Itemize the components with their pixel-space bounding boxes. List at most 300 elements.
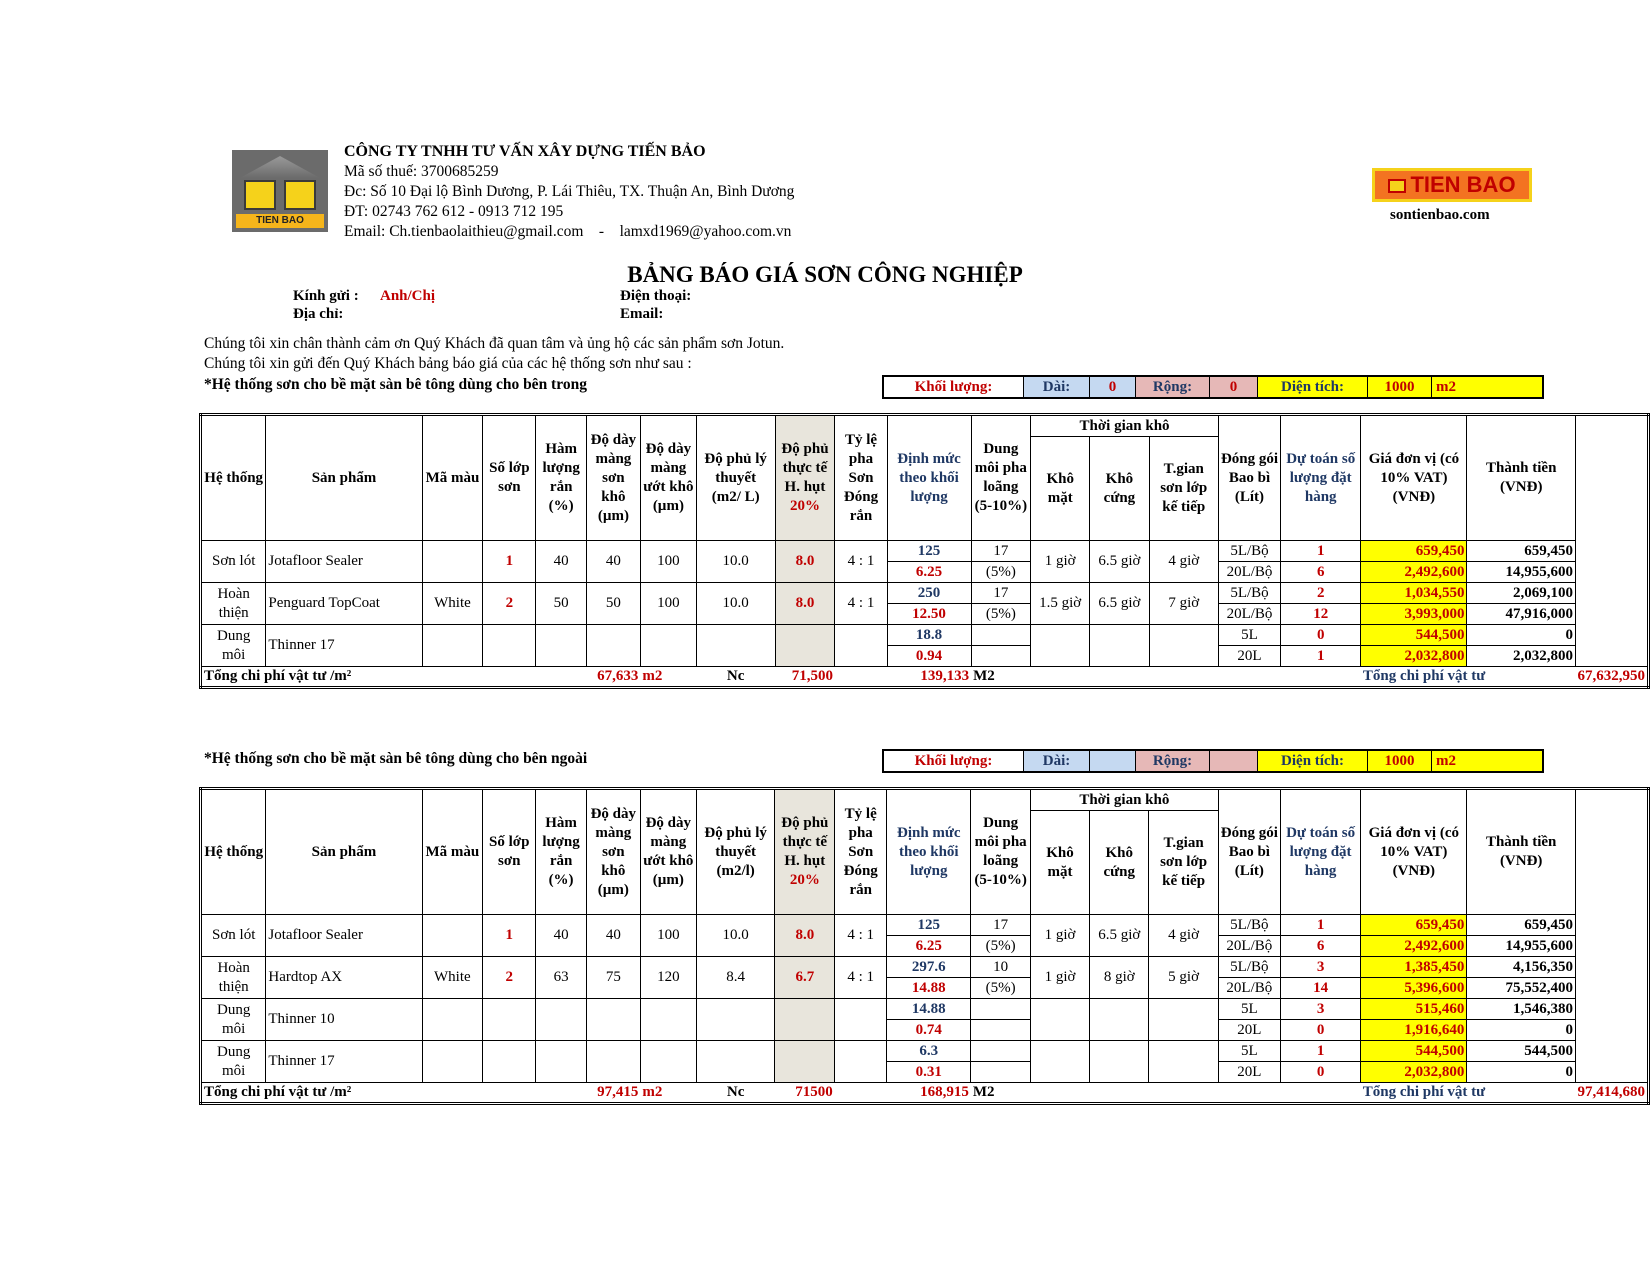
- column-header: Giá đơn vị (có 10% VAT) (VNĐ): [1361, 415, 1467, 541]
- practical-coverage-cell: 8.0: [775, 541, 835, 583]
- rong-label: Rộng:: [1136, 751, 1210, 771]
- thinner-cell: (5%): [971, 936, 1031, 957]
- quantity-cell: 3: [1280, 957, 1360, 978]
- quantity-cell: 6: [1281, 562, 1361, 583]
- product-cell: Jotafloor Sealer: [266, 541, 422, 583]
- theoretical-coverage-cell: 10.0: [696, 583, 775, 625]
- total-label: Tổng chi phí vật tư /m²: [201, 1083, 536, 1104]
- kinh-gui-value: Anh/Chị: [380, 288, 436, 304]
- thinner-cell: [971, 1062, 1031, 1083]
- column-header: [887, 789, 971, 915]
- grand-total-value: 67,632,950: [1576, 667, 1649, 688]
- rong-label: Rộng:: [1136, 377, 1210, 397]
- packing-cell: 5L: [1218, 999, 1280, 1020]
- column-header-label: Mã màu: [425, 843, 480, 860]
- column-header: T.gian sơn lớp kế tiếp: [1149, 437, 1218, 541]
- total-label: Tổng chi phí vật tư /m²: [201, 667, 536, 688]
- norm-cell: 14.88: [887, 978, 971, 999]
- color-cell: [422, 625, 483, 667]
- he-thong-cell: Dung môi: [201, 999, 266, 1041]
- wft-cell: [640, 1041, 696, 1083]
- section1-quantity-bar: [882, 375, 1544, 399]
- dft-cell: 75: [586, 957, 640, 999]
- column-header: [696, 415, 775, 541]
- column-header: Thời gian khô: [1030, 789, 1218, 811]
- column-header: Đóng gói Bao bì (Lít): [1218, 415, 1280, 541]
- column-header-label: Độ phủ thực tế H. hụt: [781, 815, 829, 869]
- dien-tich-unit: m2: [1432, 751, 1542, 771]
- table-row: [201, 957, 1649, 978]
- column-header-label: Hệ thống: [204, 469, 264, 486]
- dai-label: Dài:: [1024, 377, 1090, 397]
- dft-cell: 50: [586, 583, 640, 625]
- column-header: [483, 415, 536, 541]
- packing-cell: 5L/Bộ: [1218, 915, 1280, 936]
- norm-cell: 0.31: [887, 1062, 971, 1083]
- total-sum: 168,915: [835, 1083, 971, 1104]
- dai-value: 0: [1090, 377, 1136, 397]
- sum-unit: M2: [971, 667, 1031, 688]
- dft-cell: 40: [586, 915, 640, 957]
- color-cell: [422, 1041, 483, 1083]
- touch-dry-cell: 1 giờ: [1030, 915, 1089, 957]
- quantity-cell: 1: [1281, 541, 1361, 562]
- amount-cell: 0: [1467, 625, 1576, 646]
- solids-cell: [536, 1041, 586, 1083]
- column-header: [696, 789, 775, 915]
- column-header-label: Độ dày màng ướt khô (µm): [643, 441, 694, 514]
- column-header-label: Dung môi pha loãng (5-10%): [974, 441, 1028, 514]
- column-header: [640, 789, 696, 915]
- touch-dry-cell: [1031, 625, 1090, 667]
- unit-price-cell: 3,993,000: [1361, 604, 1467, 625]
- theoretical-coverage-cell: [696, 1041, 775, 1083]
- column-header: [971, 415, 1031, 541]
- column-header: [586, 415, 640, 541]
- amount-cell: 659,450: [1467, 541, 1576, 562]
- dien-tich-value: 1000: [1368, 751, 1432, 771]
- quantity-cell: 0: [1280, 1020, 1360, 1041]
- product-cell: Thinner 17: [266, 625, 422, 667]
- amount-cell: 0: [1467, 1062, 1576, 1083]
- unit-price-cell: 544,500: [1361, 1041, 1467, 1062]
- thinner-cell: 17: [971, 541, 1031, 562]
- spacer-cell: [1031, 667, 1361, 688]
- column-header: [640, 415, 696, 541]
- section2-title: *Hệ thống sơn cho bề mặt sàn bê tông dùng cho bên ngoài: [204, 750, 588, 767]
- thinner-cell: 10: [971, 957, 1031, 978]
- website: sontienbao.com: [1390, 207, 1490, 223]
- total-row: [201, 1083, 1649, 1104]
- column-header: Khô cứng: [1090, 811, 1149, 915]
- solids-cell: 40: [536, 915, 586, 957]
- packing-cell: 5L: [1218, 625, 1280, 646]
- amount-cell: 47,916,000: [1467, 604, 1576, 625]
- unit-price-cell: 1,916,640: [1361, 1020, 1467, 1041]
- nc-value: 71,500: [775, 667, 835, 688]
- intro-line: Chúng tôi xin chân thành cảm ơn Quý Khách đã quan tâm và ủng hộ các sản phẩm sơn Jotun.: [204, 335, 785, 352]
- column-header: Đóng gói Bao bì (Lít): [1218, 789, 1280, 915]
- nc-label: Nc: [696, 1083, 775, 1104]
- amount-cell: 14,955,600: [1467, 936, 1576, 957]
- norm-cell: 0.94: [887, 646, 971, 667]
- page-title: BẢNG BÁO GIÁ SƠN CÔNG NGHIỆP: [627, 262, 1023, 287]
- column-header: Dự toán số lượng đặt hàng: [1280, 789, 1360, 915]
- total-per-m2: 97,415: [536, 1083, 640, 1104]
- dien-thoai-label: Điện thoại:: [620, 288, 692, 304]
- thinner-cell: (5%): [971, 604, 1031, 625]
- sum-unit: M2: [971, 1083, 1031, 1104]
- column-header-label: Tỷ lệ pha Sơn Đóng rắn: [843, 431, 879, 524]
- column-header-label: Hệ thống: [204, 843, 264, 860]
- practical-coverage-cell: 8.0: [775, 583, 835, 625]
- touch-dry-cell: [1030, 1041, 1089, 1083]
- color-cell: [422, 999, 483, 1041]
- coats-cell: [483, 625, 536, 667]
- packing-cell: 5L/Bộ: [1218, 583, 1280, 604]
- intro-text: [204, 334, 784, 374]
- unit-price-cell: 2,032,800: [1361, 646, 1467, 667]
- thinner-cell: [971, 999, 1031, 1020]
- norm-cell: 6.25: [887, 562, 971, 583]
- practical-coverage-cell: [775, 999, 835, 1041]
- packing-cell: 20L/Bộ: [1218, 604, 1280, 625]
- column-header-label: Sản phẩm: [311, 469, 377, 486]
- thinner-cell: 17: [971, 583, 1031, 604]
- unit-price-cell: 1,385,450: [1361, 957, 1467, 978]
- quantity-cell: 2: [1281, 583, 1361, 604]
- house-icon: [1388, 179, 1406, 193]
- column-header: [483, 789, 536, 915]
- packing-cell: 5L/Bộ: [1218, 541, 1280, 562]
- coats-cell: 2: [483, 957, 536, 999]
- coats-cell: [483, 1041, 536, 1083]
- norm-cell: 125: [887, 541, 971, 562]
- recoat-cell: 4 giờ: [1149, 915, 1218, 957]
- unit-price-cell: 2,492,600: [1361, 936, 1467, 957]
- column-header: [586, 789, 640, 915]
- column-header: [536, 789, 586, 915]
- column-header: Thành tiền (VNĐ): [1467, 789, 1576, 915]
- coats-cell: 2: [483, 583, 536, 625]
- column-header-label: Định mức theo khối lượng: [897, 450, 961, 505]
- column-header: [775, 789, 835, 915]
- company-address: Đc: Số 10 Đại lộ Bình Dương, P. Lái Thiêu, TX. Thuận An, Bình Dương: [344, 183, 795, 200]
- amount-cell: 75,552,400: [1467, 978, 1576, 999]
- column-header-label: Hàm lượng rắn (%): [542, 815, 580, 888]
- wft-cell: 100: [640, 583, 696, 625]
- practical-coverage-cell: [775, 1041, 835, 1083]
- dien-tich-value: 1000: [1368, 377, 1432, 397]
- column-header-label: Dung môi pha loãng (5-10%): [974, 815, 1027, 888]
- grand-total-value: 97,414,680: [1576, 1083, 1649, 1104]
- column-header: [422, 415, 483, 541]
- packing-cell: 20L/Bộ: [1218, 936, 1280, 957]
- column-header: [422, 789, 483, 915]
- column-header-label: Độ phủ thực tế H. hụt: [781, 441, 829, 495]
- hao-hut-percent: 20%: [789, 498, 820, 514]
- packing-cell: 20L/Bộ: [1218, 562, 1280, 583]
- nc-label: Nc: [696, 667, 775, 688]
- norm-cell: 14.88: [887, 999, 971, 1020]
- norm-cell: 297.6: [887, 957, 971, 978]
- quantity-cell: 1: [1280, 915, 1360, 936]
- thinner-cell: [971, 1041, 1031, 1062]
- column-header: [201, 789, 266, 915]
- packing-cell: 20L/Bộ: [1218, 978, 1280, 999]
- column-header: [536, 415, 586, 541]
- mix-ratio-cell: 4 : 1: [835, 583, 887, 625]
- recoat-cell: [1149, 1041, 1218, 1083]
- dia-chi-label: Địa chỉ:: [293, 306, 344, 322]
- norm-cell: 0.74: [887, 1020, 971, 1041]
- packing-cell: 20L: [1218, 1062, 1280, 1083]
- khoi-luong-label: Khối lượng:: [884, 751, 1024, 771]
- column-header: [887, 415, 971, 541]
- packing-cell: 5L: [1218, 1041, 1280, 1062]
- practical-coverage-cell: [775, 625, 835, 667]
- column-header: Thời gian khô: [1031, 415, 1219, 437]
- wft-cell: 100: [640, 915, 696, 957]
- norm-cell: 12.50: [887, 604, 971, 625]
- wft-cell: [640, 625, 696, 667]
- dai-value: [1090, 751, 1136, 771]
- unit-price-cell: 544,500: [1361, 625, 1467, 646]
- total-sum: 139,133: [835, 667, 971, 688]
- theoretical-coverage-cell: 8.4: [696, 957, 775, 999]
- he-thong-cell: Hoàn thiện: [201, 583, 266, 625]
- amount-cell: 659,450: [1467, 915, 1576, 936]
- theoretical-coverage-cell: [696, 999, 775, 1041]
- he-thong-cell: Dung môi: [201, 625, 266, 667]
- theoretical-coverage-cell: 10.0: [696, 915, 775, 957]
- amount-cell: 2,069,100: [1467, 583, 1576, 604]
- he-thong-cell: Sơn lót: [201, 915, 266, 957]
- quantity-cell: 0: [1280, 1062, 1360, 1083]
- intro-line: Chúng tôi xin gửi đến Quý Khách bảng báo giá của các hệ thống sơn như sau :: [204, 355, 692, 372]
- table-row: [201, 915, 1649, 936]
- unit-price-cell: 1,034,550: [1361, 583, 1467, 604]
- column-header: [775, 415, 835, 541]
- touch-dry-cell: 1 giờ: [1030, 957, 1089, 999]
- thinner-cell: (5%): [971, 978, 1031, 999]
- he-thong-cell: Sơn lót: [201, 541, 266, 583]
- quantity-cell: 1: [1280, 1041, 1360, 1062]
- unit-price-cell: 2,492,600: [1361, 562, 1467, 583]
- column-header: Khô cứng: [1090, 437, 1149, 541]
- company-phone: ĐT: 02743 762 612 - 0913 712 195: [344, 203, 564, 220]
- mix-ratio-cell: 4 : 1: [835, 541, 887, 583]
- column-header: [971, 789, 1031, 915]
- table-row: [201, 999, 1649, 1020]
- mix-ratio-cell: [835, 625, 887, 667]
- rong-value: [1210, 751, 1258, 771]
- thinner-cell: [971, 646, 1031, 667]
- table-row: [201, 625, 1649, 646]
- touch-dry-cell: [1030, 999, 1089, 1041]
- unit-price-cell: 515,460: [1361, 999, 1467, 1020]
- recoat-cell: [1149, 625, 1218, 667]
- nc-value: 71500: [775, 1083, 835, 1104]
- column-header: [266, 789, 422, 915]
- amount-cell: 1,546,380: [1467, 999, 1576, 1020]
- hard-dry-cell: 6.5 giờ: [1090, 583, 1149, 625]
- company-name: CÔNG TY TNHH TƯ VẤN XÂY DỰNG TIẾN BẢO: [344, 143, 706, 160]
- dft-cell: [586, 1041, 640, 1083]
- norm-cell: 6.25: [887, 936, 971, 957]
- norm-cell: 18.8: [887, 625, 971, 646]
- touch-dry-cell: 1.5 giờ: [1031, 583, 1090, 625]
- dft-cell: [586, 999, 640, 1041]
- recoat-cell: 4 giờ: [1149, 541, 1218, 583]
- norm-cell: 6.3: [887, 1041, 971, 1062]
- column-header-label: Độ dày màng sơn khô (µm): [590, 431, 637, 524]
- dien-tich-unit: m2: [1432, 377, 1542, 397]
- recoat-cell: 5 giờ: [1149, 957, 1218, 999]
- thinner-cell: (5%): [971, 562, 1031, 583]
- dien-tich-label: Diện tích:: [1258, 377, 1368, 397]
- dai-label: Dài:: [1024, 751, 1090, 771]
- grand-total-label: Tổng chi phí vật tư: [1361, 1083, 1576, 1104]
- unit-price-cell: 659,450: [1361, 541, 1467, 562]
- column-header-label: Độ phủ lý thuyết (m2/ L): [704, 450, 767, 505]
- column-header-label: Định mức theo khối lượng: [897, 824, 961, 879]
- dft-cell: [586, 625, 640, 667]
- hard-dry-cell: 6.5 giờ: [1090, 541, 1149, 583]
- column-header-label: Tỷ lệ pha Sơn Đóng rắn: [843, 805, 878, 898]
- column-header: [835, 415, 887, 541]
- unit-price-cell: 2,032,800: [1361, 1062, 1467, 1083]
- mix-ratio-cell: [835, 1041, 887, 1083]
- theoretical-coverage-cell: [696, 625, 775, 667]
- packing-cell: 20L: [1218, 1020, 1280, 1041]
- column-header-label: Độ dày màng sơn khô (µm): [590, 805, 637, 898]
- header-row: [201, 415, 1649, 437]
- column-header: [266, 415, 422, 541]
- hard-dry-cell: [1090, 625, 1149, 667]
- hao-hut-percent: 20%: [789, 872, 820, 888]
- column-header-label: Số lớp sơn: [489, 460, 530, 495]
- amount-cell: 4,156,350: [1467, 957, 1576, 978]
- amount-cell: 14,955,600: [1467, 562, 1576, 583]
- solids-cell: 63: [536, 957, 586, 999]
- quantity-cell: 3: [1280, 999, 1360, 1020]
- company-info: [344, 142, 794, 242]
- theoretical-coverage-cell: 10.0: [696, 541, 775, 583]
- amount-cell: 544,500: [1467, 1041, 1576, 1062]
- quantity-cell: 12: [1281, 604, 1361, 625]
- he-thong-cell: Hoàn thiện: [201, 957, 266, 999]
- khoi-luong-label: Khối lượng:: [884, 377, 1024, 397]
- total-unit: m2: [640, 1083, 696, 1104]
- color-cell: [422, 541, 483, 583]
- unit-price-cell: 659,450: [1361, 915, 1467, 936]
- brand-logo: [1372, 168, 1532, 202]
- hard-dry-cell: [1090, 1041, 1149, 1083]
- solids-cell: [536, 625, 586, 667]
- table-row: [201, 541, 1649, 562]
- packing-cell: 20L: [1218, 646, 1280, 667]
- grand-total-label: Tổng chi phí vật tư: [1361, 667, 1576, 688]
- table-row: [201, 1041, 1649, 1062]
- company-tax: Mã số thuế: 3700685259: [344, 163, 499, 180]
- quantity-cell: 0: [1281, 625, 1361, 646]
- product-cell: Penguard TopCoat: [266, 583, 422, 625]
- hard-dry-cell: 6.5 giờ: [1090, 915, 1149, 957]
- column-header: [835, 789, 887, 915]
- total-unit: m2: [640, 667, 696, 688]
- product-cell: Thinner 10: [266, 999, 422, 1041]
- quantity-cell: 1: [1281, 646, 1361, 667]
- column-header: Giá đơn vị (có 10% VAT) (VNĐ): [1361, 789, 1467, 915]
- kinh-gui-label: Kính gửi :: [293, 288, 359, 304]
- unit-price-cell: 5,396,600: [1361, 978, 1467, 999]
- company-email: Email: Ch.tienbaolaithieu@gmail.com - lamxd1969@yahoo.com.vn: [344, 223, 792, 240]
- wft-cell: 100: [640, 541, 696, 583]
- amount-cell: 0: [1467, 1020, 1576, 1041]
- mix-ratio-cell: 4 : 1: [835, 957, 887, 999]
- column-header-label: Số lớp sơn: [489, 834, 530, 869]
- column-header: T.gian sơn lớp kế tiếp: [1149, 811, 1218, 915]
- color-cell: White: [422, 583, 483, 625]
- total-per-m2: 67,633: [536, 667, 640, 688]
- column-header: Khô mặt: [1031, 437, 1090, 541]
- norm-cell: 125: [887, 915, 971, 936]
- section2-table: [199, 787, 1650, 1105]
- section1-title: *Hệ thống sơn cho bề mặt sàn bê tông dùng cho bên trong: [204, 376, 587, 393]
- total-row: [201, 667, 1649, 688]
- rong-value: 0: [1210, 377, 1258, 397]
- column-header: [201, 415, 266, 541]
- brand-text: TIEN BAO: [1410, 172, 1516, 197]
- hard-dry-cell: 8 giờ: [1090, 957, 1149, 999]
- column-header: Dự toán số lượng đặt hàng: [1281, 415, 1361, 541]
- solids-cell: 50: [536, 583, 586, 625]
- header-row: [201, 789, 1649, 811]
- practical-coverage-cell: 8.0: [775, 915, 835, 957]
- section2-quantity-bar: [882, 749, 1544, 773]
- spacer-cell: [1030, 1083, 1360, 1104]
- amount-cell: 2,032,800: [1467, 646, 1576, 667]
- coats-cell: [483, 999, 536, 1041]
- recoat-cell: [1149, 999, 1218, 1041]
- packing-cell: 5L/Bộ: [1218, 957, 1280, 978]
- coats-cell: 1: [483, 915, 536, 957]
- quantity-cell: 14: [1280, 978, 1360, 999]
- mix-ratio-cell: 4 : 1: [835, 915, 887, 957]
- he-thong-cell: Dung môi: [201, 1041, 266, 1083]
- norm-cell: 250: [887, 583, 971, 604]
- coats-cell: 1: [483, 541, 536, 583]
- solids-cell: [536, 999, 586, 1041]
- product-cell: Thinner 17: [266, 1041, 422, 1083]
- solids-cell: 40: [536, 541, 586, 583]
- column-header-label: Độ dày màng ướt khô (µm): [643, 815, 694, 888]
- dft-cell: 40: [586, 541, 640, 583]
- thinner-cell: [971, 625, 1031, 646]
- dien-tich-label: Diện tích:: [1258, 751, 1368, 771]
- product-cell: Jotafloor Sealer: [266, 915, 422, 957]
- thinner-cell: 17: [971, 915, 1031, 936]
- hard-dry-cell: [1090, 999, 1149, 1041]
- column-header-label: Mã màu: [425, 469, 480, 486]
- column-header: Khô mặt: [1030, 811, 1089, 915]
- product-cell: Hardtop AX: [266, 957, 422, 999]
- column-header-label: Sản phẩm: [311, 843, 377, 860]
- color-cell: White: [422, 957, 483, 999]
- quantity-cell: 6: [1280, 936, 1360, 957]
- color-cell: [422, 915, 483, 957]
